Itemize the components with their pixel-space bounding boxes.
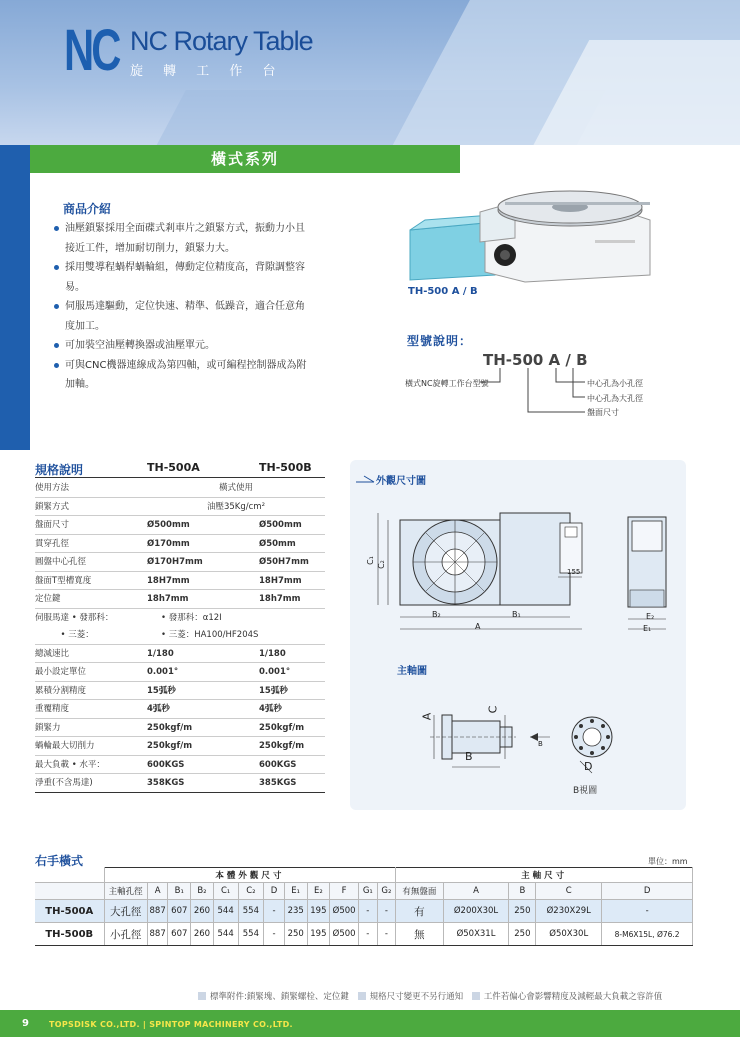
spec-value-b: 600KGS — [259, 759, 297, 770]
spindle-label-c: C — [486, 705, 500, 714]
table-cell: Ø230X29L — [536, 900, 602, 923]
outline-diagram-title: 外觀尺寸圖 — [376, 476, 426, 487]
model-cell: TH-500A — [35, 900, 104, 923]
spec-row — [35, 626, 325, 645]
spec-value-b: Ø50H7mm — [259, 557, 309, 567]
spec-value-a: 15弧秒 — [147, 685, 176, 696]
spec-row — [35, 498, 325, 517]
dim-label-155: 155 — [567, 568, 581, 576]
dim-label-a: A — [475, 622, 481, 631]
dim-label-e1: E₁ — [643, 624, 652, 633]
spindle-label-a: A — [420, 712, 434, 721]
spec-row — [35, 553, 325, 572]
spec-value-a: Ø170H7mm — [147, 557, 203, 567]
model-code: TH-500 A / B — [483, 351, 588, 369]
table-cell: 260 — [191, 900, 214, 923]
spec-value-a: 250kgf/m — [147, 741, 193, 751]
spec-value-b: 18H7mm — [259, 575, 302, 586]
product-caption: TH-500 A / B — [408, 286, 478, 297]
spindle-label-b-arrow: B — [538, 740, 543, 748]
spec-table — [35, 479, 325, 793]
model-desc-b: 中心孔為大孔徑 — [587, 394, 643, 403]
table-cell: 250 — [509, 900, 536, 923]
spec-label: 使用方法 — [35, 483, 70, 493]
table-cell: 大孔徑 — [104, 900, 147, 923]
table-cell: - — [359, 900, 378, 923]
spec-label: 定位鍵 — [35, 594, 61, 604]
model-cell: TH-500B — [35, 923, 104, 946]
spec-label: 淨重(不含馬達) — [35, 778, 93, 788]
bullet-square-icon — [358, 992, 366, 1000]
col-header: C₁ — [213, 883, 238, 900]
table-cell: 8-M6X15L, Ø76.2 — [602, 923, 693, 946]
spec-label: 總減速比 — [35, 648, 70, 659]
table-cell: 260 — [191, 923, 214, 946]
model-leader-lines — [480, 368, 590, 414]
dim-label-b1: B₁ — [512, 610, 521, 619]
table-cell: - — [602, 900, 693, 923]
spec-label: 重覆精度 — [35, 704, 70, 714]
col-header: D — [602, 883, 693, 900]
col-header: G₁ — [359, 883, 378, 900]
right-hand-title: 右手橫式 — [35, 854, 84, 868]
table-cell: 887 — [147, 923, 168, 946]
col-header: A — [443, 883, 509, 900]
spec-label: 盤面T型槽寬度 — [35, 575, 92, 586]
product-image — [405, 180, 655, 285]
spec-value-b: 250kgf/m — [259, 722, 305, 733]
table-cell: - — [377, 923, 396, 946]
page-number: 9 — [22, 1018, 29, 1029]
spec-value-a: 1/180 — [147, 648, 174, 659]
table-cell: - — [264, 923, 285, 946]
spec-value-a: 358KGS — [147, 778, 185, 788]
spec-row — [35, 590, 325, 609]
spec-value-a: 18H7mm — [147, 575, 190, 586]
table-cell: 554 — [238, 900, 264, 923]
model-title: 型號說明： — [407, 334, 473, 348]
spec-title: 規格說明 — [35, 463, 84, 477]
table-cell: Ø200X30L — [443, 900, 509, 923]
bullet-square-icon — [472, 992, 480, 1000]
table-cell: 554 — [238, 923, 264, 946]
spec-value-b: Ø50mm — [259, 538, 296, 549]
col-header: C₂ — [238, 883, 264, 900]
col-header: F — [330, 883, 359, 900]
spec-row — [35, 774, 325, 793]
table-cell: 250 — [284, 923, 307, 946]
spec-label: 鎖緊方式 — [35, 501, 70, 512]
spec-value-a: Ø500mm — [147, 520, 190, 530]
spindle-label-d: D — [584, 760, 593, 773]
intro-item: 可與CNC機器連線成為第四軸，或可編程控制器成為附加軸。 — [50, 356, 312, 395]
model-desc-type: 橫式NC旋轉工作台型號 — [405, 379, 489, 388]
arrow-icon — [356, 474, 376, 484]
spec-row — [35, 535, 325, 554]
intro-item: 伺服馬達驅動，定位快速、精準、低躁音，適合任意角度加工。 — [50, 297, 312, 336]
header-banner — [0, 0, 740, 145]
spec-row — [35, 572, 325, 591]
group-body-dimensions: 本體外觀尺寸 — [104, 868, 396, 883]
b-view-label: B視圖 — [573, 786, 598, 796]
table-cell: 887 — [147, 900, 168, 923]
table-cell: 235 — [284, 900, 307, 923]
col-header: B₁ — [168, 883, 191, 900]
spec-rule — [35, 477, 325, 478]
intro-item: 油壓鎖緊採用全面碟式剎車片之鎖緊方式，振動力小且接近工件，增加耐切削力，鎖緊力大。 — [50, 219, 312, 258]
spec-row — [35, 700, 325, 719]
footnote-item: 標準附件:鎖緊塊、鎖緊螺栓、定位鍵 — [210, 992, 349, 1002]
table-cell: 544 — [213, 923, 238, 946]
outline-drawing — [360, 495, 680, 645]
col-header: 有無盤面 — [396, 883, 443, 900]
page-title: NC Rotary Table — [130, 26, 313, 56]
spec-label: 圓盤中心孔徑 — [35, 557, 87, 567]
spec-value-b: 4弧秒 — [259, 704, 282, 714]
col-header: A — [147, 883, 168, 900]
spec-value: 橫式使用 — [218, 483, 253, 493]
table-cell: - — [264, 900, 285, 923]
spec-value: • 發那科：α12I — [161, 612, 222, 623]
table-cell: 無 — [396, 923, 443, 946]
intro-item: 可加裝空油壓轉換器或油壓單元。 — [50, 336, 312, 356]
spec-row — [35, 756, 325, 775]
spec-value-b: Ø500mm — [259, 520, 302, 530]
footnote-item: 規格尺寸變更不另行通知 — [369, 992, 464, 1002]
table-cell: - — [359, 923, 378, 946]
left-accent-bar — [0, 145, 30, 450]
dim-label-b2: B₂ — [432, 610, 441, 619]
bullet-square-icon — [198, 992, 206, 1000]
spec-value-b: 385KGS — [259, 778, 297, 788]
table-cell: Ø50X30L — [536, 923, 602, 946]
spec-label: 最小設定單位 — [35, 667, 87, 677]
spec-row — [35, 609, 325, 627]
spec-value-a: 4弧秒 — [147, 704, 170, 714]
dim-label-e2: E₂ — [646, 612, 655, 621]
nc-logo: NC — [64, 18, 119, 83]
spec-value-a: 0.001° — [147, 667, 179, 677]
table-cell: 小孔徑 — [104, 923, 147, 946]
spec-row — [35, 663, 325, 682]
page-subtitle: 旋 轉 工 作 台 — [130, 64, 284, 79]
spec-value: 油壓35Kg/cm² — [206, 501, 265, 512]
table-row — [35, 923, 693, 946]
col-header: 主軸孔徑 — [104, 883, 147, 900]
col-header: D — [264, 883, 285, 900]
table-cell: 250 — [509, 923, 536, 946]
spec-label: 最大負載 • 水平： — [35, 759, 105, 770]
intro-item: 採用雙導程蝸桿蝸輪組，傳動定位精度高，背隙調整容易。 — [50, 258, 312, 297]
spec-col-a: TH-500A — [147, 461, 200, 474]
footnotes — [192, 990, 662, 1002]
table-row — [35, 900, 693, 923]
series-title: 橫式系列 — [30, 145, 460, 173]
spec-value-a: 18h7mm — [147, 594, 189, 604]
spec-label: 伺服馬達 • 發那科： — [35, 612, 114, 623]
table-cell: Ø500 — [330, 923, 359, 946]
intro-title: 商品介紹 — [63, 202, 112, 216]
spec-value-b: 18h7mm — [259, 594, 301, 604]
spec-label: • 三菱： — [35, 630, 94, 640]
table-cell: Ø50X31L — [443, 923, 509, 946]
spec-row — [35, 719, 325, 738]
col-header: B₂ — [191, 883, 214, 900]
col-header: E₂ — [307, 883, 330, 900]
model-desc-a: 中心孔為小孔徑 — [587, 379, 643, 388]
table-cell: - — [377, 900, 396, 923]
spec-value-a: 250kgf/m — [147, 722, 193, 733]
dimension-table — [35, 867, 693, 946]
spec-col-b: TH-500B — [259, 461, 312, 474]
spec-value: • 三菱：HA100/HF204S — [161, 630, 259, 640]
spec-value-b: 250kgf/m — [259, 741, 305, 751]
table-cell: 195 — [307, 923, 330, 946]
spec-value-b: 1/180 — [259, 648, 286, 659]
spec-row — [35, 737, 325, 756]
dim-label-c2: C₂ — [376, 560, 386, 569]
table-cell: 有 — [396, 900, 443, 923]
company-name: TOPSDISK CO.,LTD. | SPINTOP MACHINERY CO.,LTD. — [49, 1020, 293, 1029]
spec-row — [35, 516, 325, 535]
col-header: G₂ — [377, 883, 396, 900]
spec-value-b: 0.001° — [259, 667, 291, 677]
spec-label: 蝸輪最大切削力 — [35, 741, 95, 751]
spec-label: 貫穿孔徑 — [35, 538, 70, 549]
spindle-label-b: B — [465, 750, 473, 763]
spec-row — [35, 645, 325, 664]
dim-label-c1: C₁ — [365, 556, 375, 565]
group-spindle-dimensions: 主軸尺寸 — [396, 868, 693, 883]
unit-label: 單位：mm — [648, 857, 688, 866]
table-cell: 607 — [168, 900, 191, 923]
footnote-item: 工件若偏心會影響精度及減輕最大負載之容許值 — [483, 992, 663, 1002]
spec-label: 鎖緊力 — [35, 722, 61, 733]
col-header: C — [536, 883, 602, 900]
spec-row — [35, 479, 325, 498]
spec-value-b: 15弧秒 — [259, 685, 288, 696]
table-cell: 195 — [307, 900, 330, 923]
table-cell: Ø500 — [330, 900, 359, 923]
col-header: E₁ — [284, 883, 307, 900]
table-cell: 544 — [213, 900, 238, 923]
spec-value-a: 600KGS — [147, 759, 185, 770]
spindle-diagram-title: 主軸圖 — [397, 666, 427, 677]
spec-row — [35, 682, 325, 701]
intro-list — [50, 219, 312, 395]
spec-label: 累積分割精度 — [35, 685, 87, 696]
table-cell: 607 — [168, 923, 191, 946]
model-desc-size: 盤面尺寸 — [587, 408, 619, 417]
spec-value-a: Ø170mm — [147, 538, 190, 549]
col-header: B — [509, 883, 536, 900]
spec-label: 盤面尺寸 — [35, 520, 70, 530]
